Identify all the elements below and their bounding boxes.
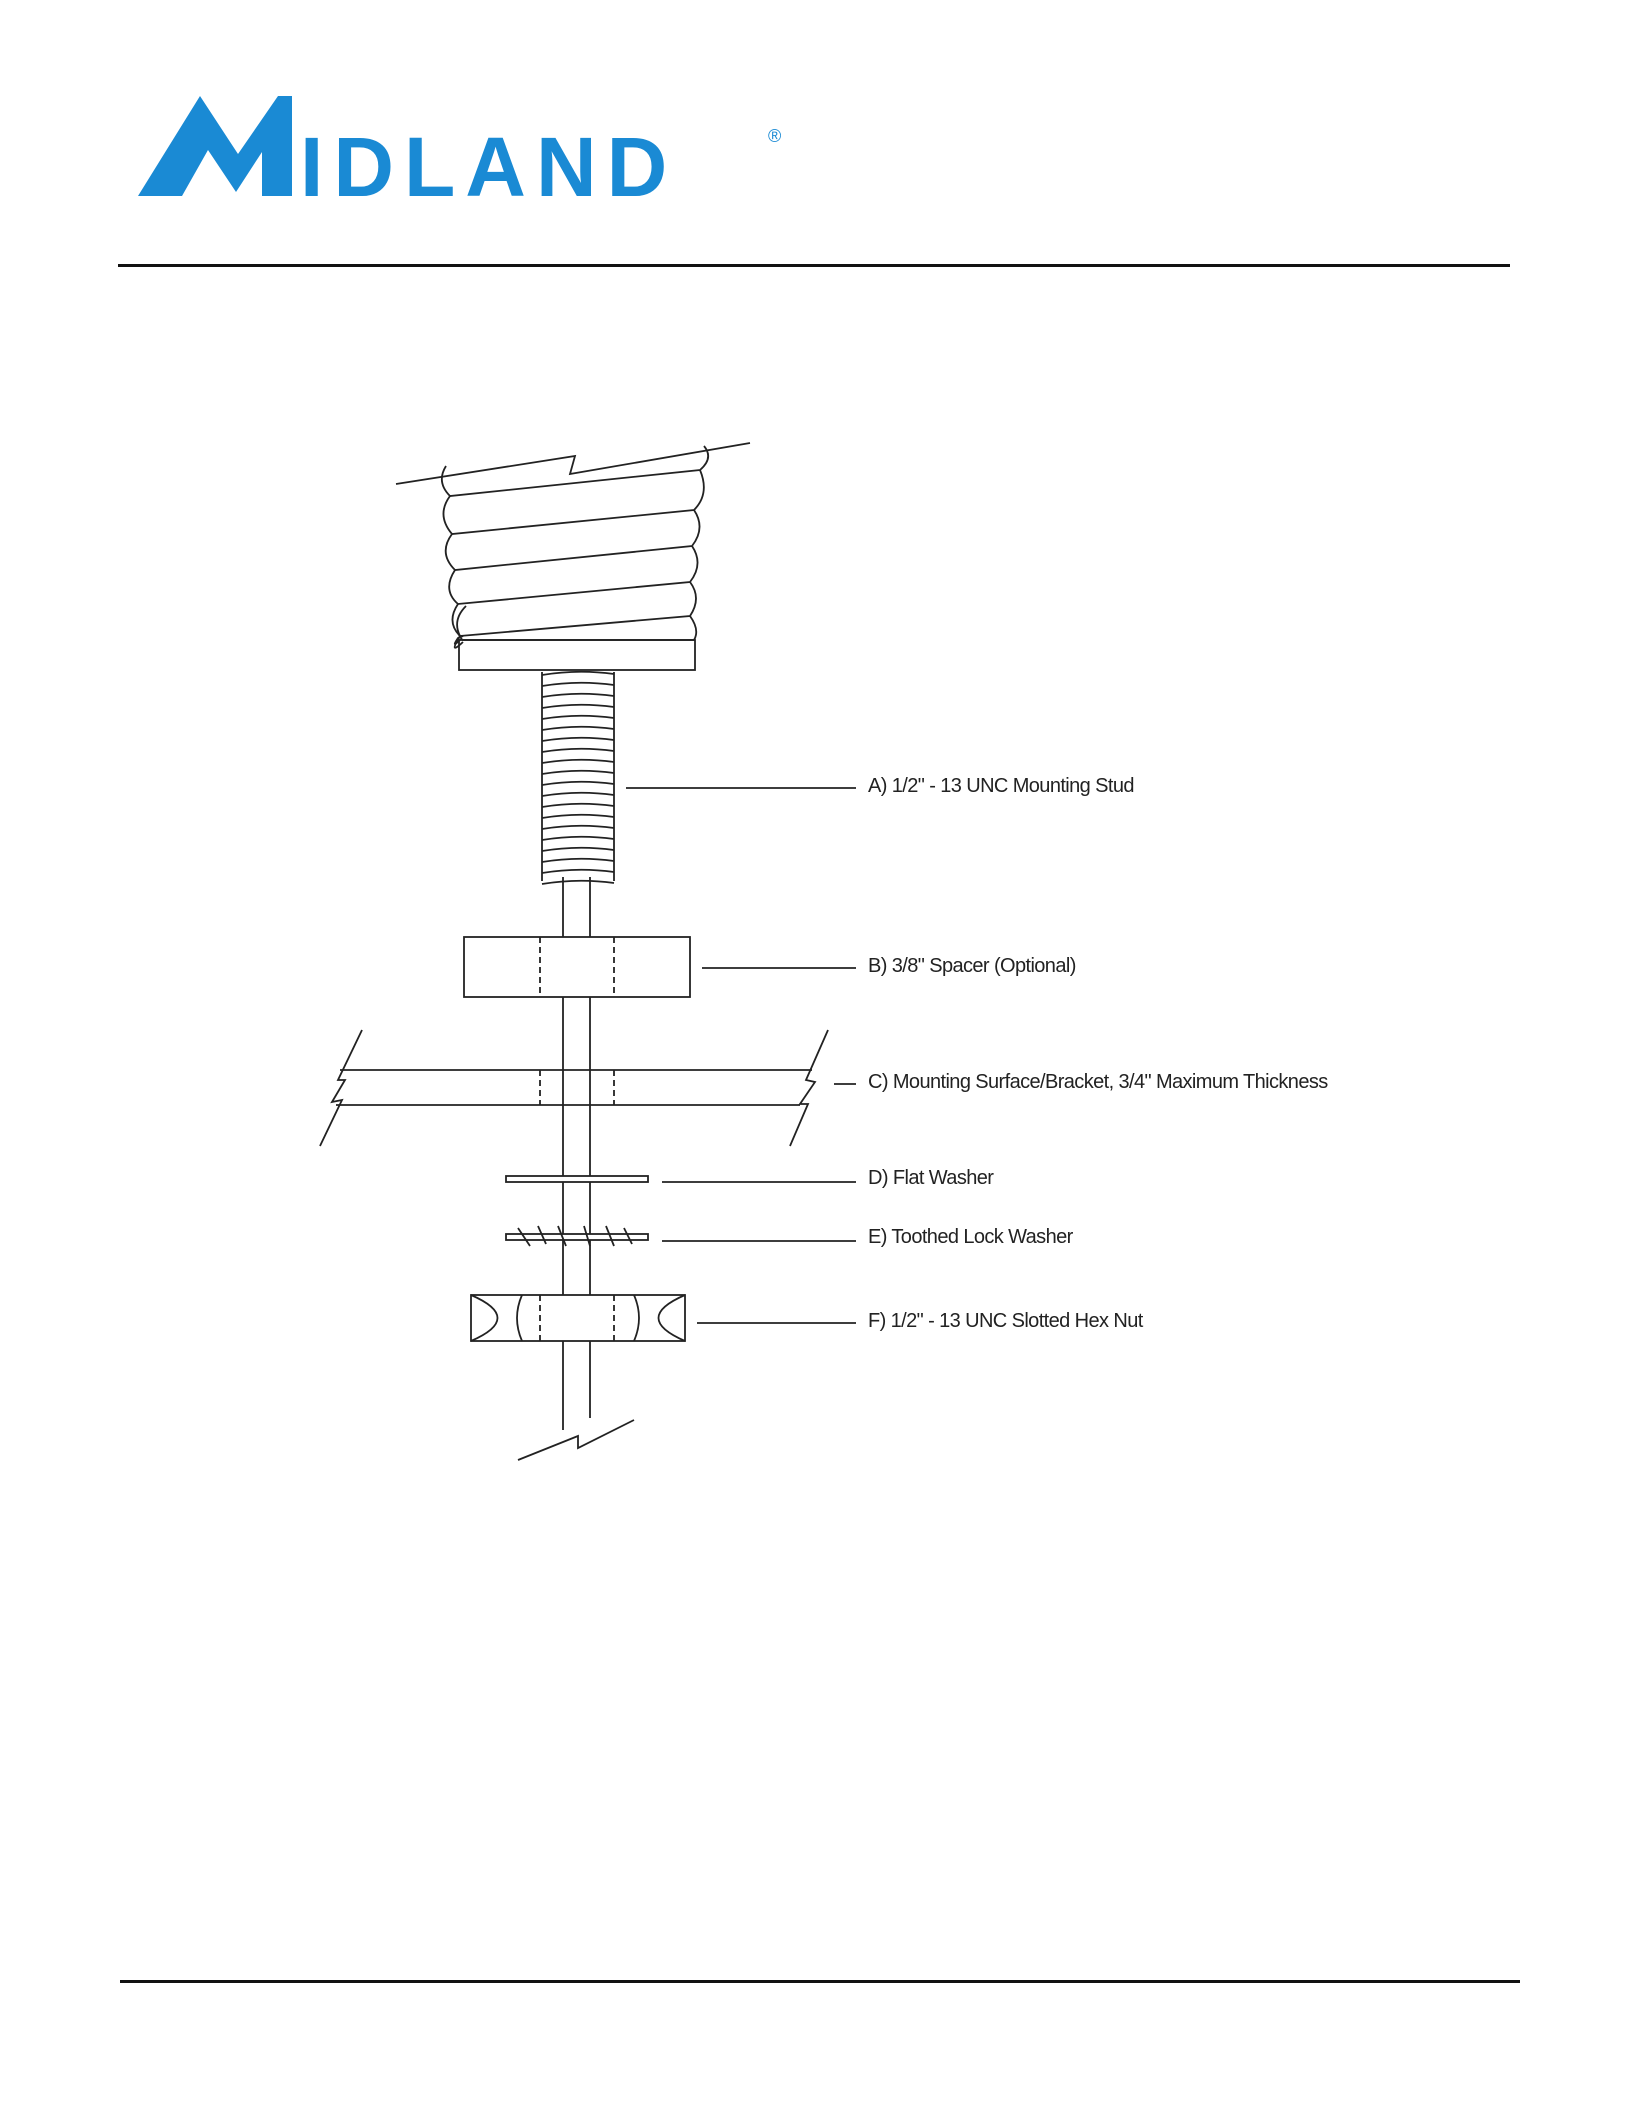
stud-thread [542,815,614,818]
stud-thread [542,837,614,840]
callout-a-label: A) 1/2" - 13 UNC Mounting Stud [868,775,1134,797]
stud-thread [542,859,614,862]
top-break-line [396,443,750,484]
callout-b-label: B) 3/8" Spacer (Optional) [868,955,1076,977]
stud-thread [542,694,614,697]
stud-thread [542,793,614,796]
callout-c-label: C) Mounting Surface/Bracket, 3/4" Maximum Thickness [868,1071,1328,1093]
stud-thread [542,771,614,774]
stud-thread [542,760,614,763]
toothed-lock-washer [506,1226,648,1246]
spring-base-plate [459,640,695,670]
callout-d-label: D) Flat Washer [868,1167,994,1189]
mounting-stud [542,672,614,884]
stud-thread [542,749,614,752]
stud-thread [542,848,614,851]
stud-thread [542,705,614,708]
stud-thread [542,881,614,884]
stud-thread [542,727,614,730]
footer-rule [120,1980,1520,1983]
callout-e-label: E) Toothed Lock Washer [868,1226,1073,1248]
stud-thread [542,738,614,741]
stud-thread [542,716,614,719]
spacer [464,937,690,997]
logo-wordmark: IDLAND [300,120,678,202]
flat-washer [506,1176,648,1182]
callout-f-label: F) 1/2" - 13 UNC Slotted Hex Nut [868,1310,1143,1332]
stud-thread [542,870,614,873]
coil-spring [442,446,708,648]
stud-thread [542,672,614,675]
stud-thread [542,683,614,686]
stud-thread [542,782,614,785]
stud-thread [542,826,614,829]
stud-thread [542,804,614,807]
registered-mark: ® [768,126,782,146]
bottom-break-line [518,1420,634,1460]
slotted-hex-nut [471,1295,685,1341]
mounting-surface [320,1030,828,1146]
